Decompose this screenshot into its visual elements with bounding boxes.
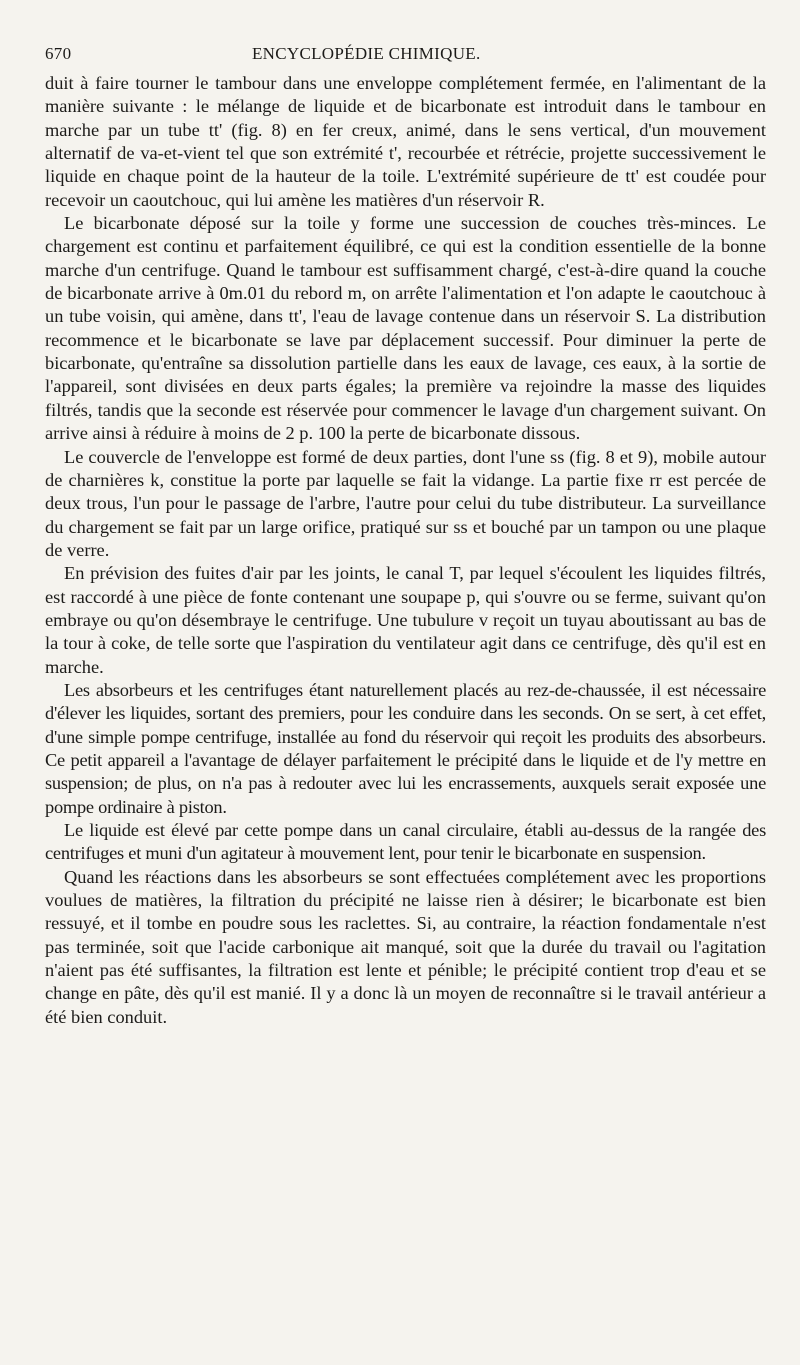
paragraph-1: duit à faire tourner le tambour dans une enveloppe complétement fermée, en l'alimentant de la manière suivante : le mélange de liquide et de bicarbonate est introduit dans le tambour en marche par un tube tt' (fig. 8) en fer creux, animé, dans le sens vertical, d'un mouvement alternatif de va-et-vient tel que son extrémité t', recourbée et rétrécie, projette successivement le liquide en chaque point de la hauteur de la toile. L'extrémité supérieure de tt' est coudée pour recevoir un caoutchouc, qui lui amène les matières d'un réservoir R. <box>45 73 766 210</box>
page-number: 670 <box>45 44 72 63</box>
body-text <box>45 72 766 1029</box>
paragraph-7: Quand les réactions dans les absorbeurs se sont effectuées complétement avec les proportions voulues de matières, la filtration du précipité ne laisse rien à désirer; le bicarbonate est bien ressuyé, et il tombe en poudre sous les raclettes. Si, au contraire, la réaction fondamentale n'est pas terminée, soit que l'acide carbonique ait manqué, soit que la durée du travail ou l'agitation n'aient pas été suffisantes, la filtration est lente et pénible; le précipité contient trop d'eau et se change en pâte, dès qu'il est manié. Il y a donc là un moyen de reconnaître si le travail antérieur a été bien conduit. <box>45 866 766 1027</box>
paragraph-5: Les absorbeurs et les centrifuges étant naturellement placés au rez-de-chaussée, il est nécessaire d'élever les liquides, sortant des premiers, pour les conduire dans les seconds. On se sert, à cet effet, d'une simple pompe centrifuge, installée au fond du réservoir qui reçoit les produits des absorbeurs. Ce petit appareil a l'avantage de délayer parfaitement le précipité dans le liquide et de l'y mettre en suspension; de plus, on n'a pas à redouter avec lui les encrassements, auxquels serait exposée une pompe ordinaire à piston. <box>45 679 766 817</box>
page-header <box>45 44 766 72</box>
running-title: ENCYCLOPÉDIE CHIMIQUE. <box>252 44 481 63</box>
paragraph-6: Le liquide est élevé par cette pompe dans un canal circulaire, établi au-dessus de la rangée des centrifuges et muni d'un agitateur à mouvement lent, pour tenir le bicarbonate en suspension. <box>45 820 766 864</box>
paragraph-4: En prévision des fuites d'air par les joints, le canal T, par lequel s'écoulent les liquides filtrés, est raccordé à une pièce de fonte contenant une soupape p, qui s'ouvre ou se ferme, suivant qu'on embraye ou qu'on désembraye le centrifuge. Une tubulure v reçoit un tuyau aboutissant au bas de la tour à coke, de telle sorte que l'aspiration du ventilateur agit dans ce centrifuge, dès qu'il est en marche. <box>45 563 766 677</box>
paragraph-3: Le couvercle de l'enveloppe est formé de deux parties, dont l'une ss (fig. 8 et 9), mobile autour de charnières k, constitue la porte par laquelle se fait la vidange. La partie fixe rr est percée de deux trous, l'un pour le passage de l'arbre, l'autre pour celui du tube distributeur. La surveillance du chargement se fait par un large orifice, pratiqué sur ss et bouché par un tampon ou une plaque de verre. <box>45 446 766 560</box>
paragraph-2: Le bicarbonate déposé sur la toile y forme une succession de couches très-minces. Le chargement est continu et parfaitement équilibré, ce qui est la condition essentielle de la bonne marche d'un centrifuge. Quand le tambour est suffisamment chargé, c'est-à-dire quand la couche de bicarbonate arrive à 0m.01 du rebord m, on arrête l'alimentation et l'on adapte le caoutchouc à un tube voisin, qui amène, dans tt', l'eau de lavage contenue dans un réservoir S. La distribution recommence et le bicarbonate se lave par déplacement successif. Pour diminuer la perte de bicarbonate, qu'entraîne sa dissolution partielle dans les eaux de lavage, ces eaux, à la sortie de l'appareil, sont divisées en deux parts égales; la première va rejoindre la masse des liquides filtrés, tandis que la seconde est réservée pour commencer le lavage d'un chargement suivant. On arrive ainsi à réduire à moins de 2 p. 100 la perte de bicarbonate dissous. <box>45 213 766 444</box>
